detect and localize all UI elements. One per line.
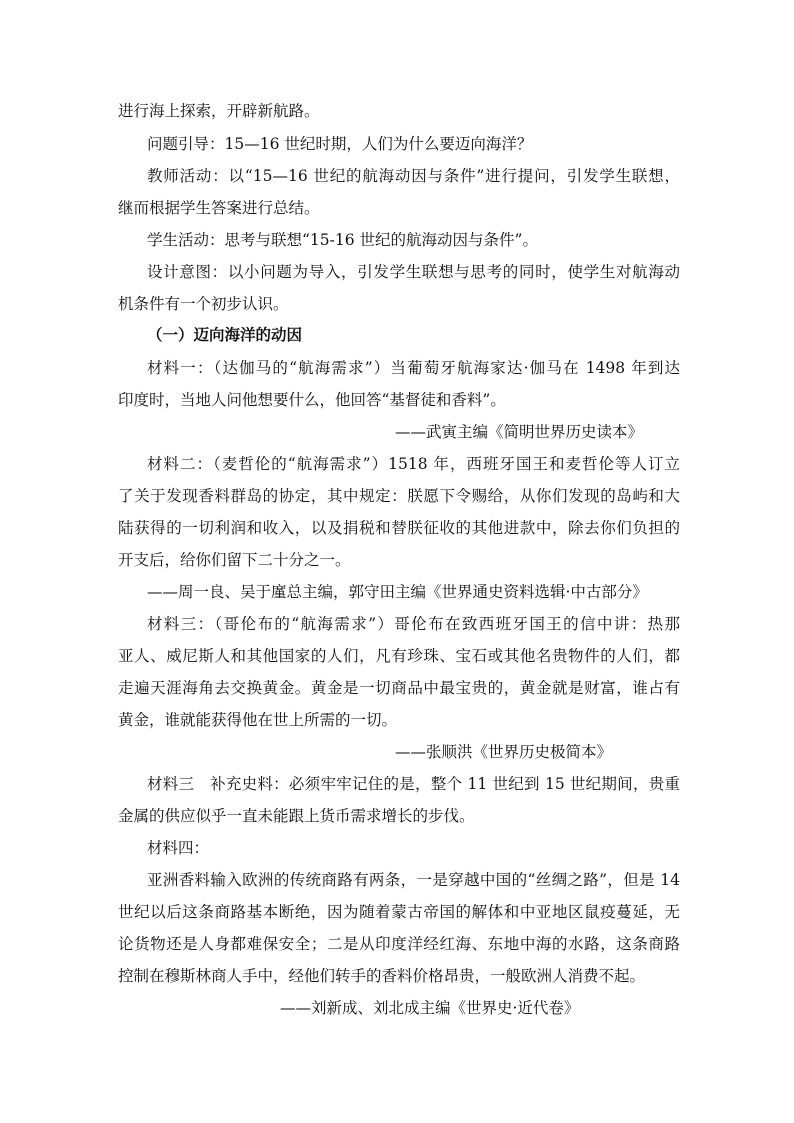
- text-line: 黄金，谁就能获得他在世上所需的一切。: [118, 711, 398, 729]
- citation-line: ——周一良、吴于廑总主编，郭守田主编《世界通史资料选辑·中古部分》: [147, 583, 648, 601]
- text-line: 材料一：（达伽马的“航海需求”）当葡萄牙航海家达·伽马在 1498 年到达: [147, 359, 680, 377]
- text-line: 金属的供应似乎一直未能跟上货币需求增长的步伐。: [118, 807, 475, 825]
- text-line: 材料二：（麦哲伦的“航海需求”）1518 年，西班牙国王和麦哲伦等人订立: [147, 455, 680, 473]
- text-line: 设计意图：以小问题为导入，引发学生联想与思考的同时，使学生对航海动: [147, 263, 680, 281]
- text-line: 学生活动：思考与联想“15-16 世纪的航海动因与条件”。: [147, 231, 538, 249]
- text-line: 亚人、威尼斯人和其他国家的人们，凡有珍珠、宝石或其他名贵物件的人们，都: [118, 647, 680, 665]
- text-line: 开支后，给你们留下二十分之一。: [118, 551, 351, 569]
- citation-line: ——刘新成、刘北成主编《世界史·近代卷》: [280, 999, 580, 1017]
- text-line: 控制在穆斯林商人手中，经他们转手的香料价格昂贵，一般欧洲人消费不起。: [118, 967, 646, 985]
- text-line: 教师活动：以“15—16 世纪的航海动因与条件”进行提问，引发学生联想，: [147, 167, 680, 185]
- text-line: 进行海上探索，开辟新航路。: [118, 102, 320, 120]
- text-line: 机条件有一个初步认识。: [118, 295, 289, 313]
- text-line: 材料三 补充史料：必须牢牢记住的是，整个 11 世纪到 15 世纪期间，贵重: [147, 775, 680, 793]
- text-line: 问题引导：15—16 世纪时期，人们为什么要迈向海洋？: [147, 135, 533, 153]
- citation-line: ——张顺洪《世界历史极简本》: [395, 743, 613, 761]
- text-line: 论货物还是人身都难保安全；二是从印度洋经红海、东地中海的水路，这条商路: [118, 935, 680, 953]
- text-line: 材料四：: [147, 839, 210, 857]
- text-line: 了关于发现香料群岛的协定，其中规定：朕愿下令赐给，从你们发现的岛屿和大: [118, 487, 680, 505]
- citation-line: ——武寅主编《简明世界历史读本》: [395, 423, 644, 441]
- text-line: 继而根据学生答案进行总结。: [118, 199, 320, 217]
- text-line: 世纪以后这条商路基本断绝，因为随着蒙古帝国的解体和中亚地区鼠疫蔓延，无: [118, 903, 680, 921]
- text-line: 陆获得的一切利润和收入，以及捐税和替朕征收的其他进款中，除去你们负担的: [118, 519, 680, 537]
- text-line: 材料三：（哥伦布的“航海需求”）哥伦布在致西班牙国王的信中讲：热那: [147, 615, 680, 633]
- section-heading: （一）迈向海洋的动因: [147, 325, 303, 344]
- text-line: 亚洲香料输入欧洲的传统商路有两条，一是穿越中国的“丝绸之路”，但是 14: [147, 871, 680, 889]
- text-line: 走遍天涯海角去交换黄金。黄金是一切商品中最宝贵的，黄金就是财富，谁占有: [118, 679, 680, 697]
- text-line: 印度时，当地人问他想要什么，他回答“基督徒和香料”。: [118, 391, 506, 409]
